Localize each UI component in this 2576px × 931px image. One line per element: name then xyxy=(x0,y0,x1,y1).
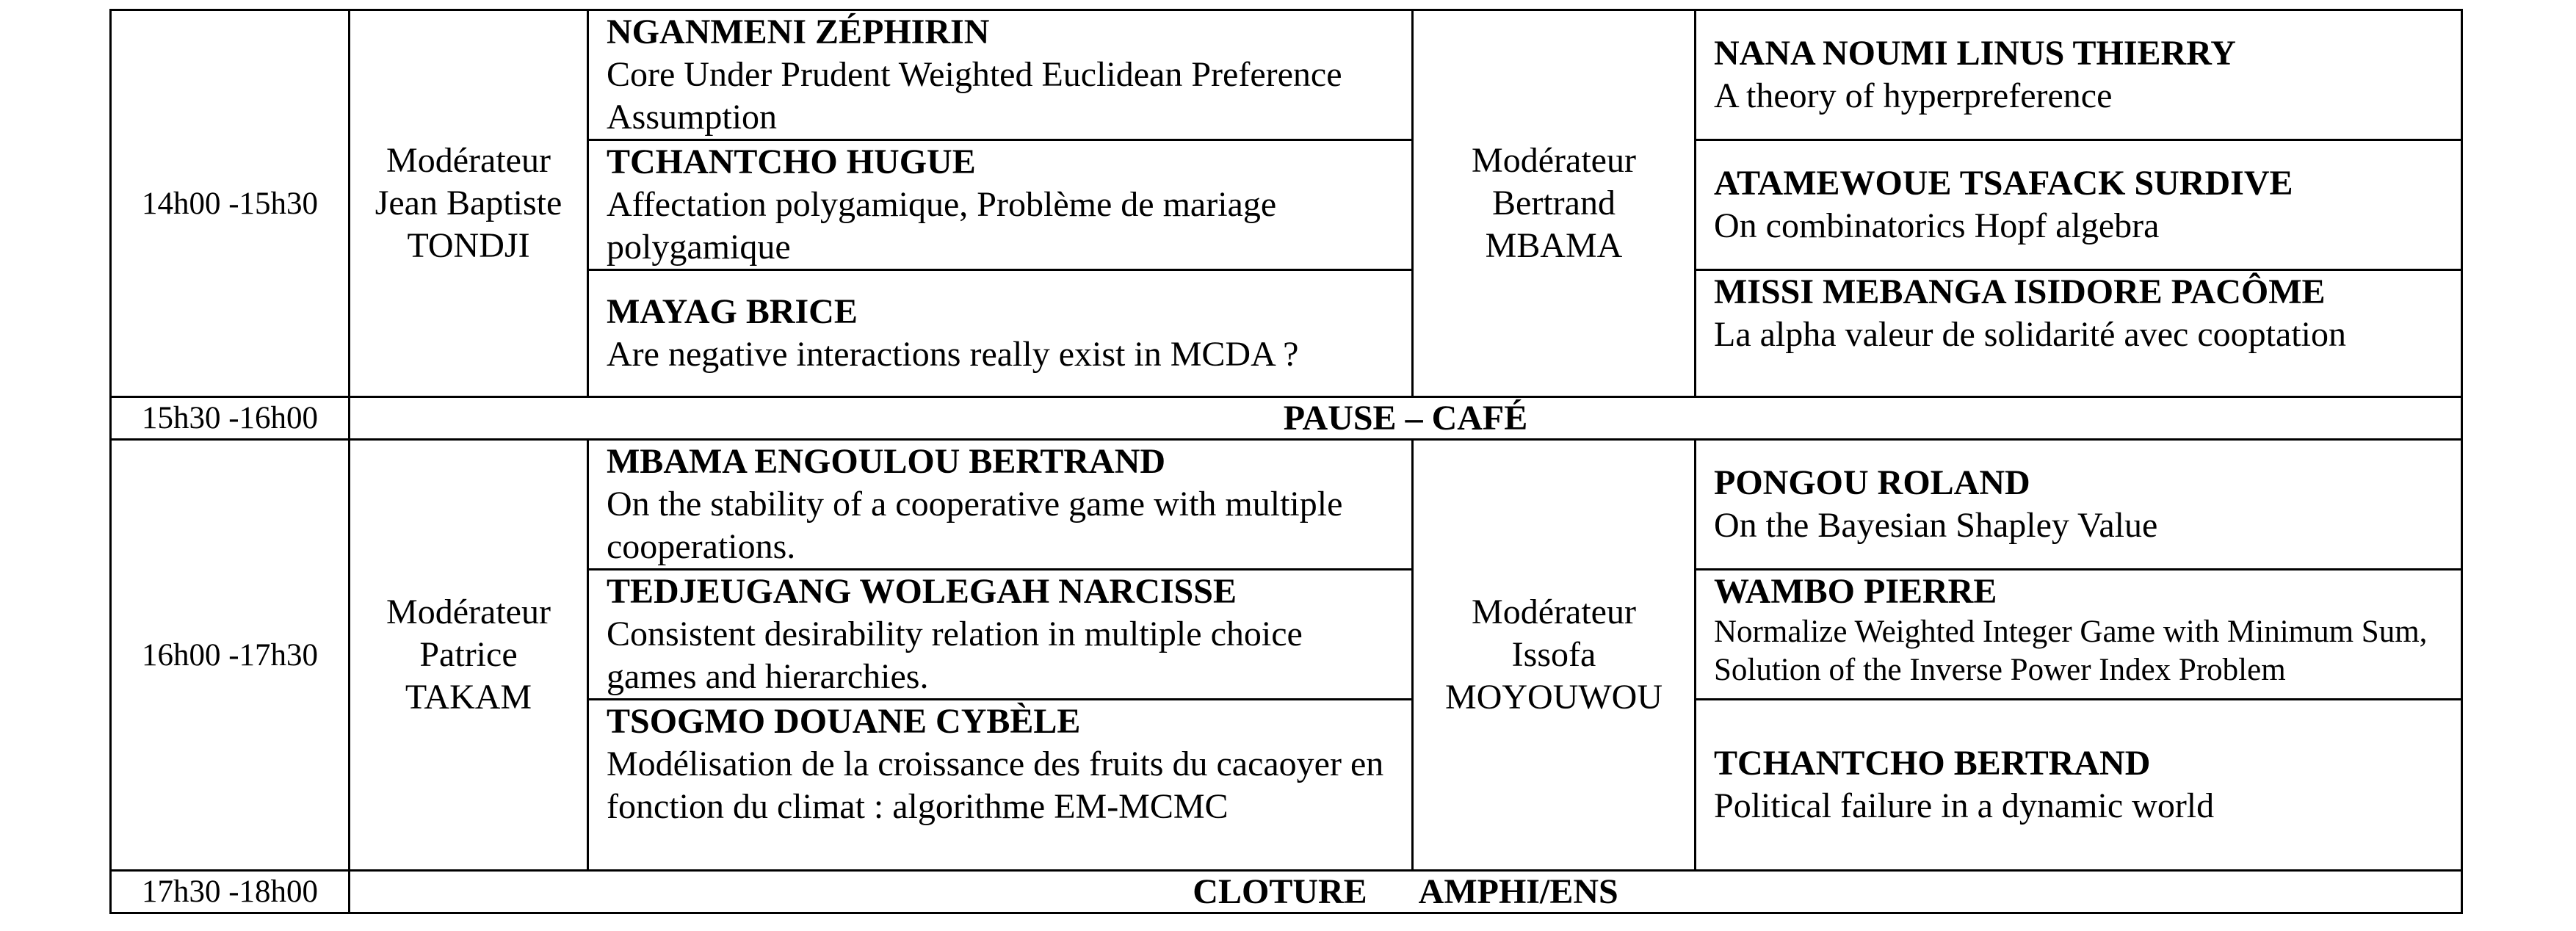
time-slot-session1: 14h00 -15h30 xyxy=(111,10,350,397)
moderator-role: Modérateur xyxy=(1472,141,1636,180)
schedule-table xyxy=(109,9,2463,914)
talk-title: Normalize Weighted Integer Game with Minimum Sum, Solution of the Inverse Power Index Problem xyxy=(1714,615,2428,687)
speaker-name: MBAMA ENGOULOU BERTRAND xyxy=(607,442,1166,481)
talk-title: Modélisation de la croissance des fruits du cacaoyer en fonction du climat : algorithme EM-MCMC xyxy=(607,745,1384,826)
talk-cell xyxy=(588,440,1413,570)
talk-cell xyxy=(588,270,1413,397)
moderator-lastname: MOYOUWOU xyxy=(1445,678,1663,717)
moderator-firstname: Patrice xyxy=(419,635,518,674)
speaker-name: MAYAG BRICE xyxy=(607,292,858,331)
talk-title: Core Under Prudent Weighted Euclidean Preference Assumption xyxy=(607,55,1342,137)
talk-cell xyxy=(1696,10,2462,140)
talk-title: A theory of hyperpreference xyxy=(1714,76,2113,115)
time-slot-closing: 17h30 -18h00 xyxy=(111,871,350,913)
talk-title: Affectation polygamique, Problème de mariage polygamique xyxy=(607,185,1277,267)
speaker-name: TSOGMO DOUANE CYBÈLE xyxy=(607,702,1081,741)
speaker-name: TEDJEUGANG WOLEGAH NARCISSE xyxy=(607,572,1237,611)
closing-label: CLOTURE xyxy=(1193,872,1367,911)
speaker-name: WAMBO PIERRE xyxy=(1714,572,1997,611)
moderator-right-session1 xyxy=(1413,10,1696,397)
talk-title: Consistent desirability relation in multiple choice games and hierarchies. xyxy=(607,615,1303,696)
talk-cell xyxy=(1696,270,2462,397)
talk-cell xyxy=(588,10,1413,140)
speaker-name: NGANMENI ZÉPHIRIN xyxy=(607,12,990,51)
moderator-firstname: Issofa xyxy=(1511,635,1596,674)
moderator-lastname: MBAMA xyxy=(1485,226,1623,265)
moderator-firstname: Bertrand xyxy=(1492,184,1616,222)
table-row xyxy=(111,397,2462,440)
table-row xyxy=(111,440,2462,570)
talk-cell xyxy=(588,700,1413,871)
table-row xyxy=(111,10,2462,140)
moderator-role: Modérateur xyxy=(386,141,551,180)
time-slot-session2: 16h00 -17h30 xyxy=(111,440,350,871)
speaker-name: NANA NOUMI LINUS THIERRY xyxy=(1714,34,2236,73)
moderator-left-session1 xyxy=(350,10,588,397)
time-slot-break: 15h30 -16h00 xyxy=(111,397,350,440)
closing-venue: AMPHI/ENS xyxy=(1418,872,1618,911)
talk-cell xyxy=(588,140,1413,270)
talk-cell xyxy=(1696,570,2462,700)
coffee-break-banner: PAUSE – CAFÉ xyxy=(350,397,2462,440)
moderator-firstname: Jean Baptiste xyxy=(375,184,562,222)
talk-title: La alpha valeur de solidarité avec cooptation xyxy=(1714,315,2346,354)
talk-title: Are negative interactions really exist in MCDA ? xyxy=(607,335,1299,374)
moderator-role: Modérateur xyxy=(386,593,551,631)
moderator-left-session2 xyxy=(350,440,588,871)
speaker-name: PONGOU ROLAND xyxy=(1714,463,2030,502)
closing-banner xyxy=(350,871,2462,913)
talk-title: On the Bayesian Shapley Value xyxy=(1714,506,2158,545)
talk-cell xyxy=(1696,140,2462,270)
speaker-name: ATAMEWOUE TSAFACK SURDIVE xyxy=(1714,164,2293,203)
speaker-name: TCHANTCHO BERTRAND xyxy=(1714,744,2151,783)
talk-cell xyxy=(588,570,1413,700)
moderator-role: Modérateur xyxy=(1472,593,1636,631)
talk-cell xyxy=(1696,700,2462,871)
speaker-name: MISSI MEBANGA ISIDORE PACÔME xyxy=(1714,272,2326,311)
talk-cell xyxy=(1696,440,2462,570)
moderator-lastname: TONDJI xyxy=(407,226,530,265)
talk-title: Political failure in a dynamic world xyxy=(1714,786,2215,825)
table-row xyxy=(111,871,2462,913)
moderator-lastname: TAKAM xyxy=(405,678,532,717)
talk-title: On combinatorics Hopf algebra xyxy=(1714,206,2160,245)
speaker-name: TCHANTCHO HUGUE xyxy=(607,142,976,181)
moderator-right-session2 xyxy=(1413,440,1696,871)
talk-title: On the stability of a cooperative game with multiple cooperations. xyxy=(607,485,1343,566)
